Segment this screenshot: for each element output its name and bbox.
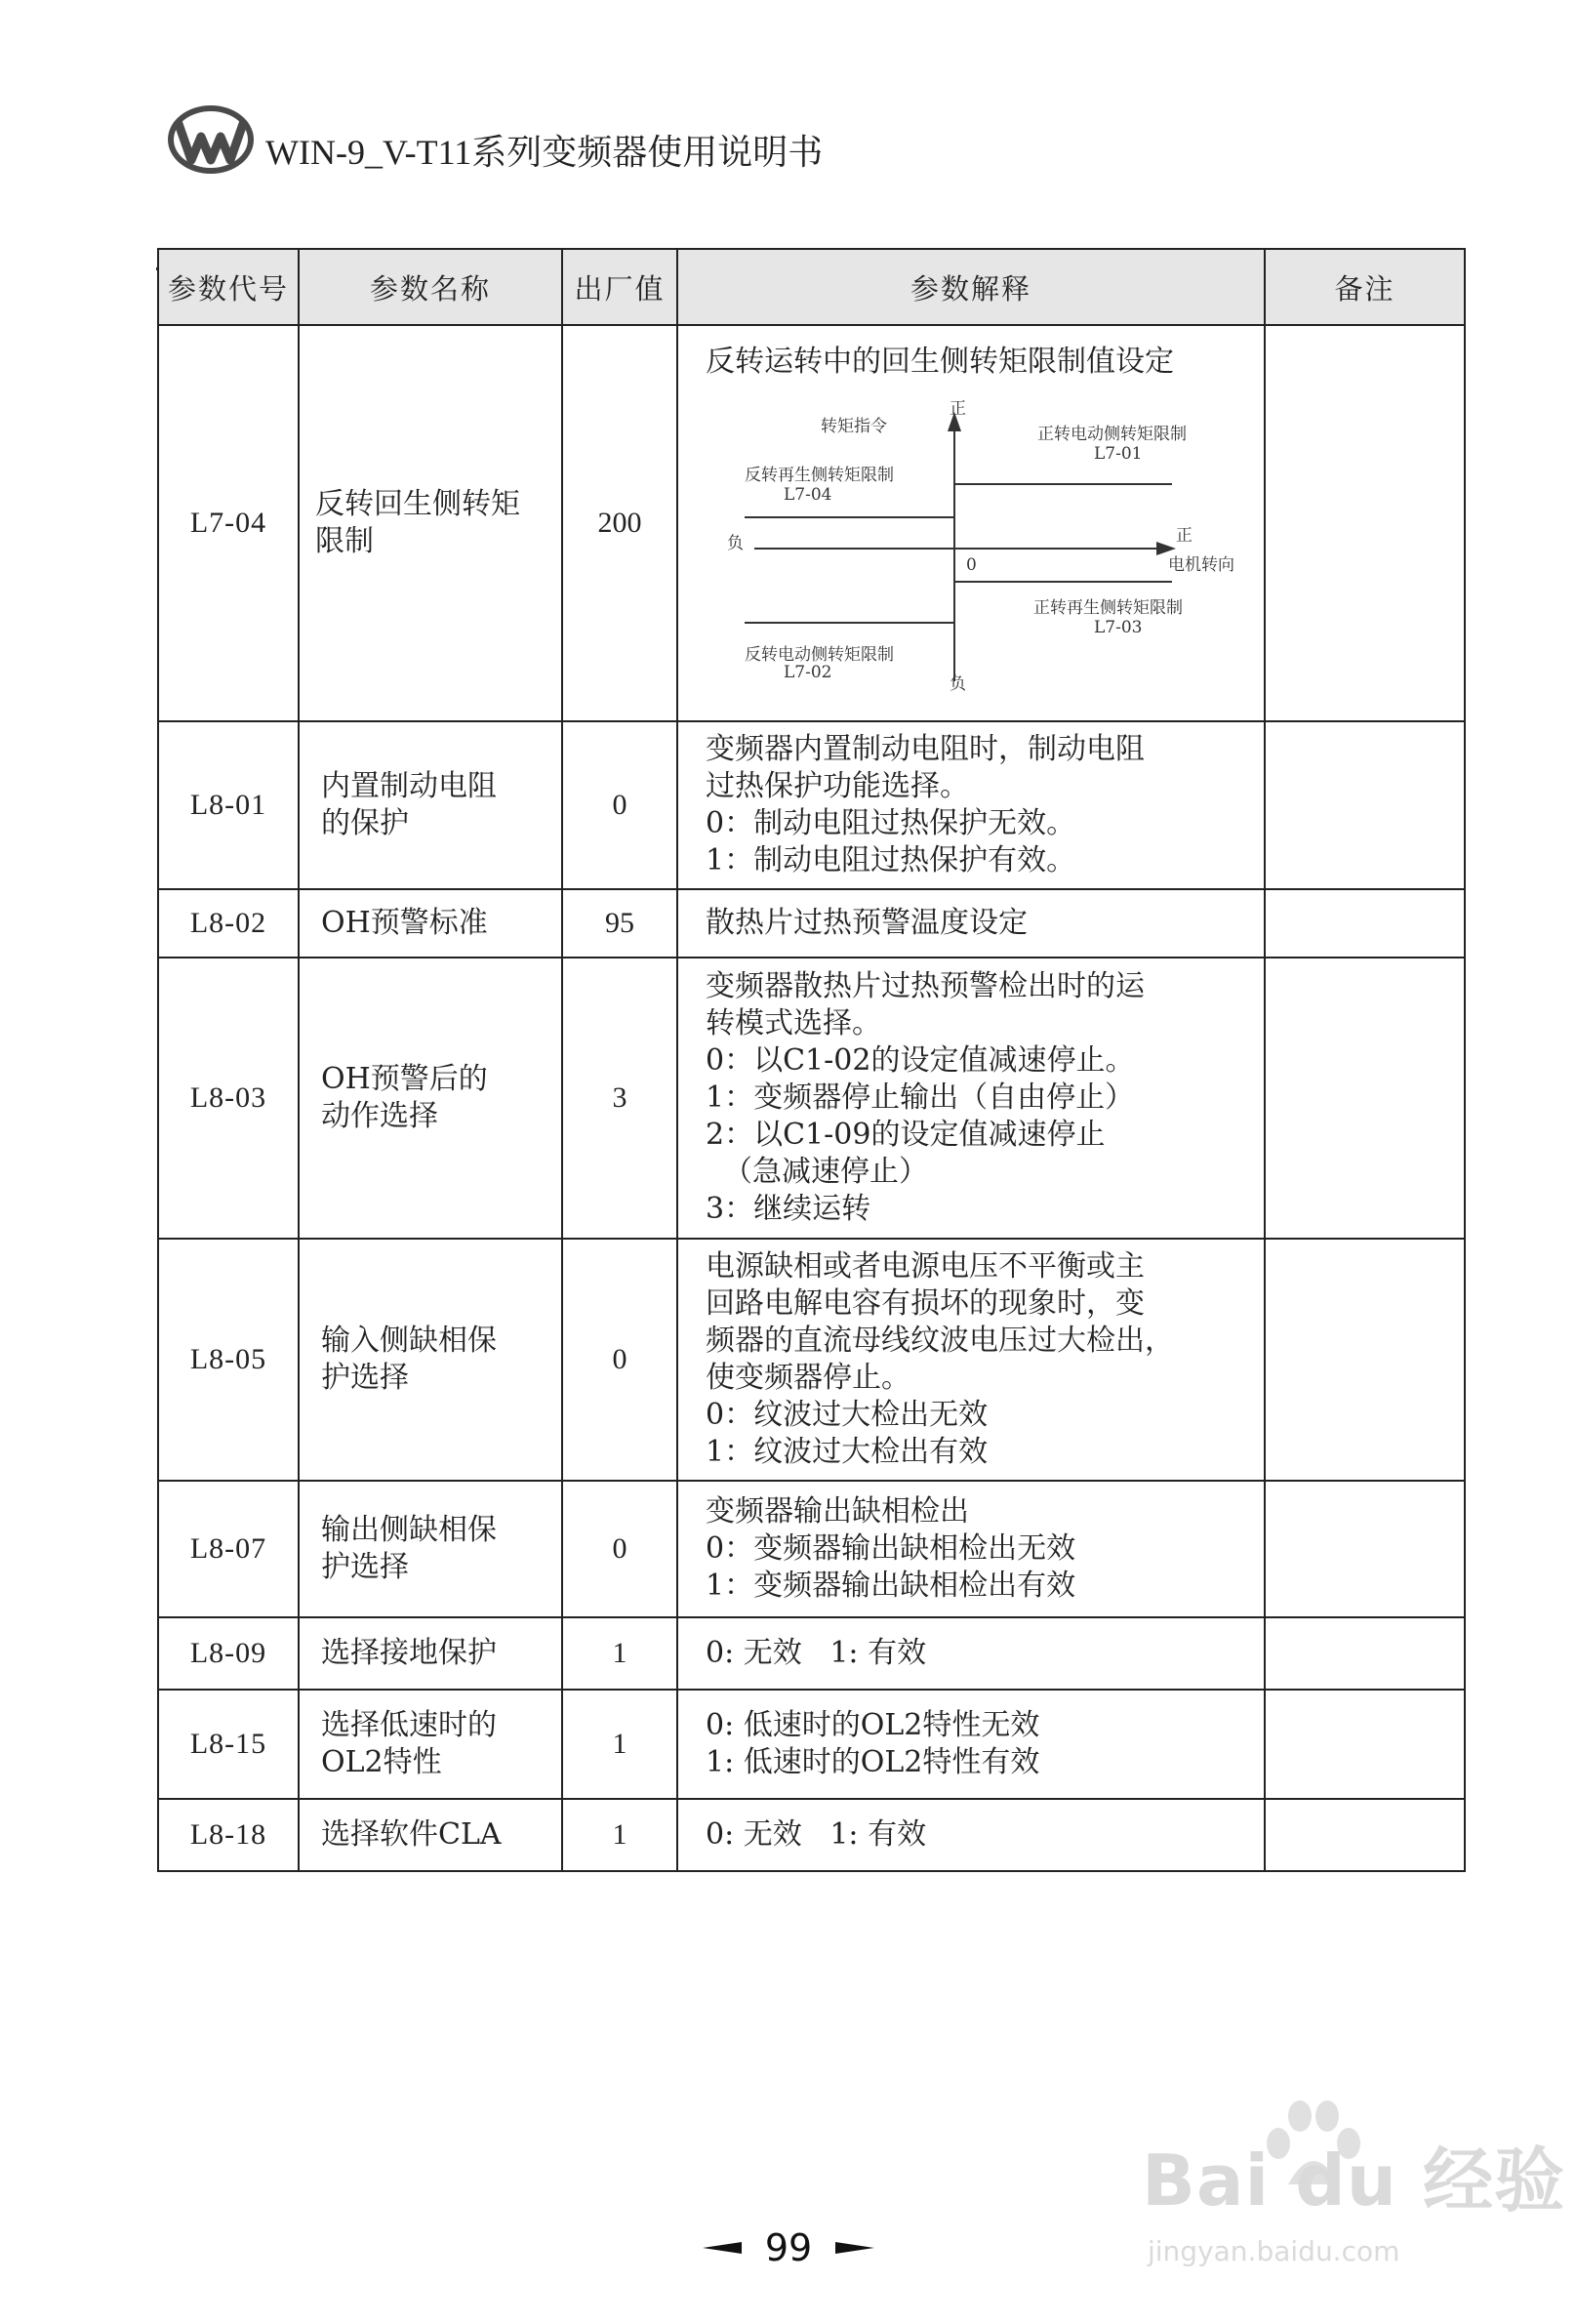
explanation-line: 0：变频器输出缺相检出无效 — [706, 1531, 1076, 1566]
page-header — [156, 96, 1464, 193]
rev-regen-label: 反转再生侧转矩限制 — [745, 466, 894, 485]
param-remark — [1265, 889, 1465, 958]
explanation-line: 3：继续运转 — [706, 1192, 871, 1226]
param-default: 3 — [562, 958, 677, 1239]
param-name-line: 输出侧缺相保 — [321, 1513, 497, 1547]
explanation-line: 0: 无效 1: 有效 — [706, 1636, 927, 1670]
fwd-motoring-label: 正转电动侧转矩限制 — [1037, 425, 1187, 444]
torque-limit-diagram — [706, 388, 1252, 691]
table-row — [158, 1481, 1465, 1617]
param-name — [299, 889, 562, 958]
explanation-line: 使变频器停止。 — [706, 1361, 910, 1395]
param-remark — [1265, 1481, 1465, 1617]
explanation-line: 2：以C1-09的设定值减速停止 — [706, 1118, 1106, 1152]
param-code: L8-15 — [158, 1690, 299, 1799]
page-right-arrow-icon — [835, 2240, 874, 2256]
param-default: 0 — [562, 721, 677, 889]
param-name-line: 护选择 — [321, 1550, 409, 1584]
param-name — [299, 1481, 562, 1617]
param-explanation — [677, 721, 1265, 889]
param-name-line: OL2特性 — [321, 1745, 442, 1779]
param-name-line: OH预警标准 — [321, 906, 488, 940]
explanation-line: 变频器散热片过热预警检出时的运 — [706, 969, 1145, 1003]
param-remark — [1265, 325, 1465, 721]
table-row — [158, 1690, 1465, 1799]
rev-regen-code: L7-04 — [784, 485, 832, 505]
explanation-line: 0：纹波过大检出无效 — [706, 1398, 989, 1432]
explanation-line: 变频器输出缺相检出 — [706, 1494, 969, 1529]
explanation-line: 频器的直流母线纹波电压过大检出， — [706, 1324, 1174, 1358]
table-header-row — [158, 249, 1465, 325]
param-code: L8-07 — [158, 1481, 299, 1617]
param-default: 200 — [562, 325, 677, 721]
param-name-line: 护选择 — [321, 1361, 409, 1395]
param-name — [299, 325, 562, 721]
param-name-line: 选择软件CLA — [321, 1817, 502, 1852]
explanation-line: 0：制动电阻过热保护无效。 — [706, 806, 1076, 840]
explanation-line: 1：制动电阻过热保护有效。 — [706, 843, 1076, 877]
param-explanation — [677, 1481, 1265, 1617]
table-row — [158, 1799, 1465, 1871]
page-left-arrow-icon — [703, 2240, 742, 2256]
watermark-main-text: Bai du 经验 — [1142, 2140, 1566, 2222]
param-name-line: 反转回生侧转矩 — [315, 487, 520, 521]
param-name-line: OH预警后的 — [321, 1062, 488, 1096]
param-code: L8-09 — [158, 1617, 299, 1690]
brand-logo — [166, 103, 256, 176]
param-name — [299, 1617, 562, 1690]
explanation-line: 1: 低速时的OL2特性有效 — [706, 1745, 1040, 1779]
param-name-line: 选择接地保护 — [321, 1636, 497, 1670]
explanation-line: 散热片过热预警温度设定 — [706, 906, 1028, 940]
explanation-line: 1：变频器输出缺相检出有效 — [706, 1569, 1076, 1603]
explanation-line: 变频器内置制动电阻时，制动电阻 — [706, 732, 1145, 766]
axis-positive-top: 正 — [950, 399, 966, 419]
param-default: 95 — [562, 889, 677, 958]
column-header-explanation: 参数解释 — [677, 249, 1265, 325]
rev-motoring-code: L7-02 — [784, 663, 832, 682]
explanation-line: 转模式选择。 — [706, 1006, 881, 1040]
param-name — [299, 958, 562, 1239]
param-remark — [1265, 1239, 1465, 1481]
table-row — [158, 325, 1465, 721]
table-row — [158, 721, 1465, 889]
param-remark — [1265, 1799, 1465, 1871]
axis-positive-right: 正 — [1176, 526, 1193, 546]
param-name-line: 动作选择 — [321, 1099, 438, 1133]
param-explanation — [677, 1690, 1265, 1799]
param-name — [299, 1690, 562, 1799]
explanation-line: 1：纹波过大检出有效 — [706, 1435, 989, 1469]
column-header-code: 参数代号 — [158, 249, 299, 325]
param-remark — [1265, 1617, 1465, 1690]
table-row — [158, 958, 1465, 1239]
param-remark — [1265, 958, 1465, 1239]
explanation-line: 反转运转中的回生侧转矩限制值设定 — [706, 345, 1174, 379]
param-code: L8-05 — [158, 1239, 299, 1481]
table-row — [158, 889, 1465, 958]
param-explanation — [677, 1239, 1265, 1481]
param-name-line: 输入侧缺相保 — [321, 1324, 497, 1358]
column-header-default: 出厂值 — [562, 249, 677, 325]
motor-direction-label: 电机转向 — [1168, 555, 1234, 575]
table-row — [158, 1239, 1465, 1481]
explanation-line: 过热保护功能选择。 — [706, 769, 969, 803]
explanation-line: 0：以C1-02的设定值减速停止。 — [706, 1043, 1135, 1078]
explanation-line: 0: 无效 1: 有效 — [706, 1817, 927, 1852]
fwd-regen-code: L7-03 — [1094, 618, 1143, 637]
param-name-line: 内置制动电阻 — [321, 769, 497, 803]
explanation-line: 回路电解电容有损坏的现象时，变 — [706, 1286, 1145, 1321]
param-name — [299, 1239, 562, 1481]
param-code: L8-02 — [158, 889, 299, 958]
rev-motoring-label: 反转电动侧转矩限制 — [745, 645, 894, 665]
explanation-line: 电源缺相或者电源电压不平衡或主 — [706, 1249, 1145, 1284]
table-row — [158, 1617, 1465, 1690]
param-code: L8-03 — [158, 958, 299, 1239]
fwd-regen-label: 正转再生侧转矩限制 — [1033, 598, 1183, 618]
param-default: 1 — [562, 1690, 677, 1799]
param-name-line: 的保护 — [321, 806, 409, 840]
axis-negative-left: 负 — [727, 534, 744, 553]
param-default: 0 — [562, 1239, 677, 1481]
parameter-table — [157, 248, 1466, 1872]
param-default: 1 — [562, 1617, 677, 1690]
baidu-watermark — [1142, 2099, 1566, 2304]
param-explanation — [677, 889, 1265, 958]
param-default: 0 — [562, 1481, 677, 1617]
param-remark — [1265, 721, 1465, 889]
torque-command-label: 转矩指令 — [821, 417, 887, 436]
param-remark — [1265, 1690, 1465, 1799]
param-code: L7-04 — [158, 325, 299, 721]
fwd-motoring-code: L7-01 — [1094, 444, 1143, 464]
page-number: 99 — [764, 2225, 813, 2269]
horizontal-axis-arrow-icon — [1156, 542, 1176, 555]
param-explanation — [677, 1799, 1265, 1871]
param-explanation — [677, 325, 1265, 721]
document-title: WIN-9_V-T11系列变频器使用说明书 — [265, 133, 824, 172]
param-name-line: 选择低速时的 — [321, 1708, 497, 1742]
watermark-url: jingyan.baidu.com — [1148, 2235, 1400, 2267]
param-name-line: 限制 — [315, 524, 374, 558]
axis-negative-bottom: 负 — [950, 674, 966, 691]
explanation-line: 1：变频器停止输出（自由停止） — [706, 1080, 1135, 1115]
param-code: L8-01 — [158, 721, 299, 889]
param-explanation — [677, 958, 1265, 1239]
param-name — [299, 1799, 562, 1871]
param-code: L8-18 — [158, 1799, 299, 1871]
param-default: 1 — [562, 1799, 677, 1871]
column-header-name: 参数名称 — [299, 249, 562, 325]
param-name — [299, 721, 562, 889]
explanation-line: （急减速停止） — [723, 1155, 928, 1189]
origin-label: 0 — [966, 555, 977, 575]
explanation-line: 0: 低速时的OL2特性无效 — [706, 1708, 1040, 1742]
param-explanation — [677, 1617, 1265, 1690]
column-header-remark: 备注 — [1265, 249, 1465, 325]
